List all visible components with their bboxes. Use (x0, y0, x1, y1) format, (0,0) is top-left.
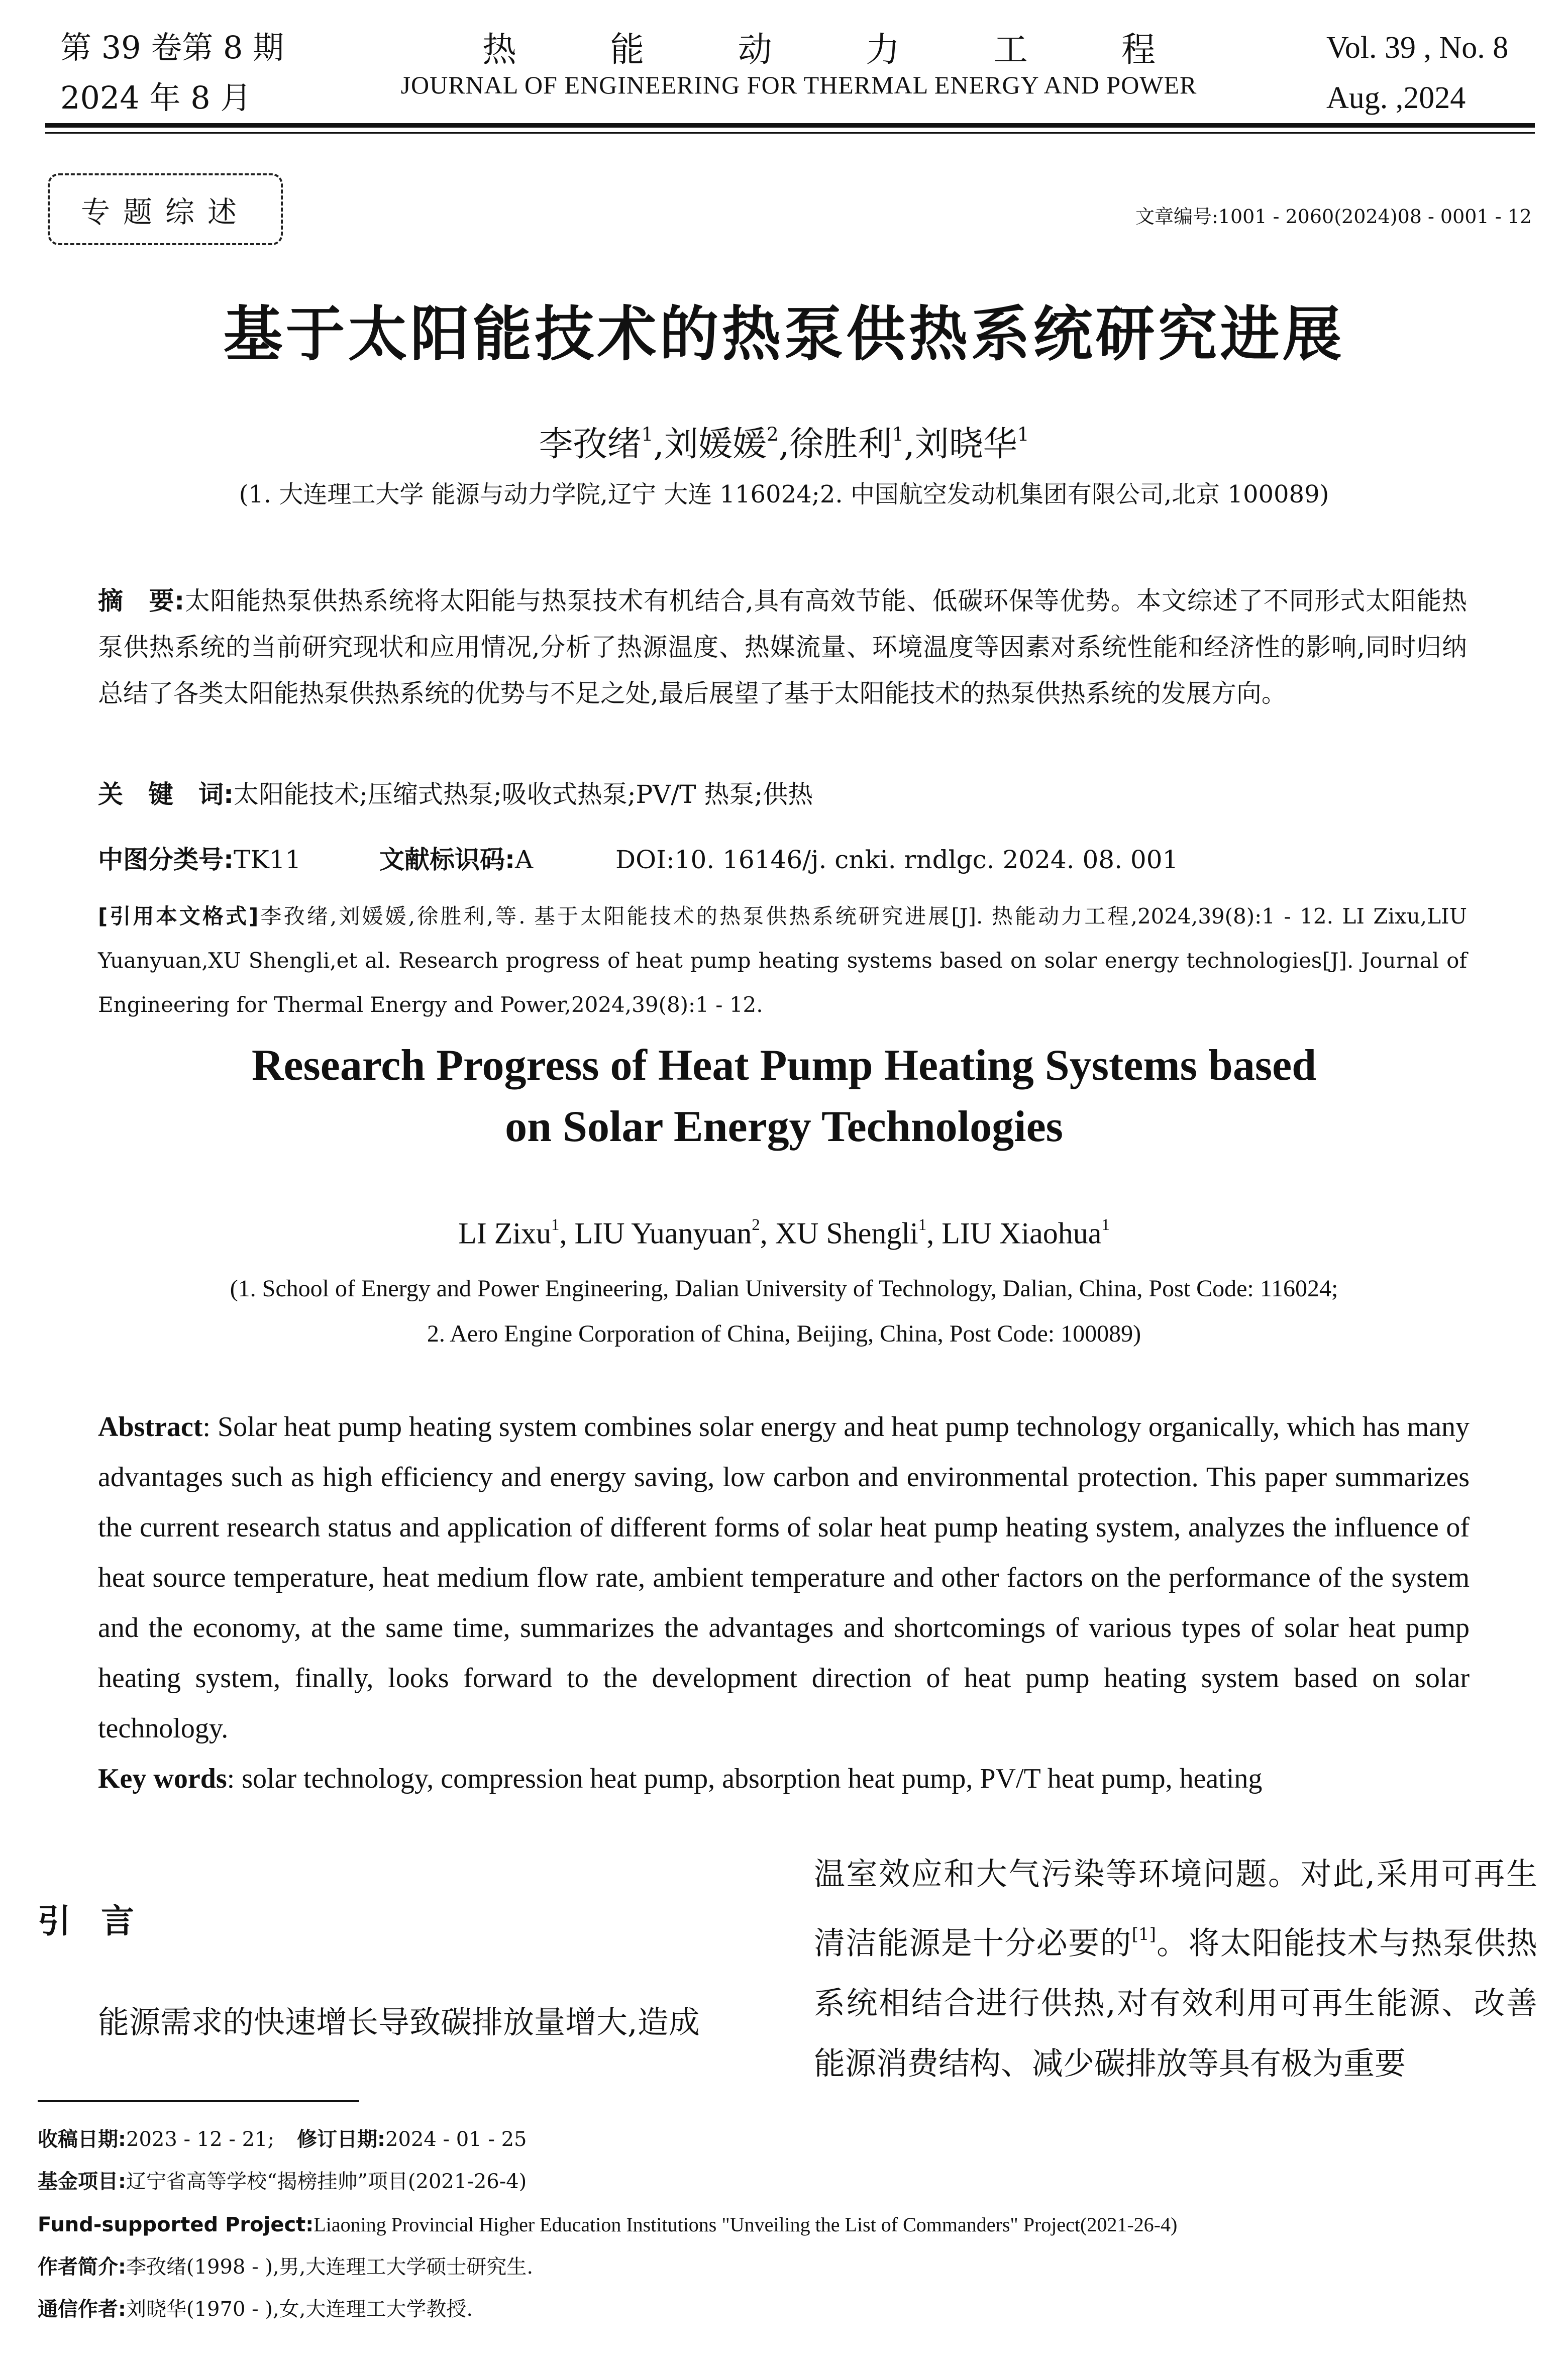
column-label: 专题综述 (48, 173, 283, 245)
article-number: 文章编号:1001 - 2060(2024)08 - 0001 - 12 (1135, 206, 1532, 228)
abstract-cn-label: 摘 要: (98, 586, 185, 615)
author-name: ,刘媛媛 (653, 425, 767, 464)
citation-format (98, 894, 1467, 1027)
doi: DOI:10. 16146/j. cnki. rndlgc. 2024. 08. 001 (615, 845, 1179, 874)
author-name: , LIU Yuanyuan (559, 1216, 752, 1250)
author-name: , XU Shengli (760, 1216, 918, 1250)
abstract-en-label: Abstract (98, 1411, 203, 1443)
received-label: 收稿日期: (38, 2128, 126, 2151)
author-affil-mark: 2 (766, 423, 779, 446)
volume-issue-cn: 第 39 卷第 8 期 (60, 29, 284, 66)
footnote-fund-en (38, 2210, 1535, 2240)
journal-char: 工 (993, 30, 1028, 70)
author-affil-mark: 1 (918, 1216, 927, 1234)
fund-en-text: Liaoning Provincial Higher Education Institutions "Unveiling the List of Commanders" Project(2021-26-4) (313, 2213, 1178, 2236)
journal-char: 能 (610, 30, 645, 70)
footnote-dates (38, 2124, 1535, 2154)
journal-char: 力 (866, 30, 900, 70)
body-text: 温室效应和大气污染等环境问题。对此,采用可再生清洁能源是十分必要的 (814, 1856, 1537, 1962)
paper-title-en (0, 1035, 1568, 1158)
author-name: , LIU Xiaohua (926, 1216, 1102, 1250)
authors-cn (0, 417, 1568, 466)
journal-title-en: JOURNAL OF ENGINEERING FOR THERMAL ENERGY AND POWER (400, 71, 1197, 99)
classification-line (98, 837, 1467, 883)
footnote-author (38, 2252, 1535, 2282)
fund-cn-text: 辽宁省高等学校“揭榜挂帅”项目(2021-26-4) (126, 2170, 527, 2193)
author-affil-mark: 2 (752, 1216, 760, 1234)
received-date: 2023 - 12 - 21; (126, 2128, 274, 2151)
author-name: ,徐胜利 (778, 425, 892, 464)
footnote-rule (38, 2100, 359, 2102)
body-text: 。将太阳能技术与热泵供热系统相结合进行供热,对有效利用可再生能源、改善能源消费结构、减少碳排放等具有极为重要 (814, 1924, 1537, 2082)
journal-title-cn (482, 23, 1156, 71)
affiliation-en-line: 2. Aero Engine Corporation of China, Beijing, China, Post Code: 100089) (427, 1320, 1141, 1347)
footnote-corresponding (38, 2294, 1535, 2324)
abstract-en-text: Solar heat pump heating system combines solar energy and heat pump technology organically, which has many advantages such as high efficiency and energy saving, low carbon and environmental protection. This paper summarizes the current research status and application of different forms of solar heat pump heating system, analyzes the influence of heat source temperature, heat medium flow rate, ambient temperature and other factors on the performance of the system and the economy, at the same time, summarizes the advantages and shortcomings of various types of solar heat pump heating system, finally, looks forward to the development direction of heat pump heating system based on solar technology. (98, 1411, 1470, 1744)
author-affil-mark: 1 (1101, 1216, 1110, 1234)
keywords-cn-text: 太阳能技术;压缩式热泵;吸收式热泵;PV/T 热泵;供热 (234, 780, 813, 809)
section-heading-intro: 引言 (38, 1902, 164, 1940)
keywords-en-label: Key words (98, 1763, 227, 1794)
body-text-left-column: 能源需求的快速增长导致碳排放量增大,造成 (98, 2004, 700, 2040)
author-name: 李孜绪 (539, 425, 642, 464)
title-en-line: on Solar Energy Technologies (505, 1102, 1063, 1151)
header-rule-thin (45, 132, 1535, 134)
abstract-en-paragraph (98, 1402, 1470, 1754)
abstract-cn-text: 太阳能热泵供热系统将太阳能与热泵技术有机结合,具有高效节能、低碳环保等优势。本文综述了不同形式太阳能热泵供热系统的当前研究现状和应用情况,分析了热源温度、热媒流量、环境温度等因素对系统性能和经济性的影响,同时归纳总结了各类太阳能热泵供热系统的优势与不足之处,最后展望了基于太阳能技术的热泵供热系统的发展方向。 (98, 586, 1467, 708)
revised-label: 修订日期: (297, 2128, 385, 2151)
author-bio-label: 作者简介: (38, 2255, 126, 2279)
clc-value: TK11 (234, 845, 301, 874)
affiliation-en-line: (1. School of Energy and Power Engineering, Dalian University of Technology, Dalian, China, Post Code: 116024; (230, 1275, 1338, 1302)
affiliation-cn: (1. 大连理工大学 能源与动力学院,辽宁 大连 116024;2. 中国航空发动机集团有限公司,北京 100089) (239, 480, 1329, 508)
date-en: Aug. ,2024 (1326, 81, 1466, 115)
keywords-en-text: solar technology, compression heat pump, absorption heat pump, PV/T heat pump, heating (242, 1763, 1263, 1794)
author-bio-text: 李孜绪(1998 - ),男,大连理工大学硕士研究生. (126, 2255, 534, 2279)
journal-char: 热 (482, 30, 517, 70)
abstract-en-sep: : (202, 1411, 218, 1443)
paper-title-cn: 基于太阳能技术的热泵供热系统研究进展 (223, 299, 1345, 369)
keywords-en-sep: : (227, 1763, 242, 1794)
header-rule-thick (45, 123, 1535, 128)
abstract-cn (98, 578, 1467, 716)
abstract-en (98, 1402, 1470, 1804)
body-text-right-column (814, 1844, 1537, 2094)
citation-text: 李孜绪,刘媛媛,徐胜利,等. 基于太阳能技术的热泵供热系统研究进展[J]. 热能动力工程,2024,39(8):1 - 12. LI Zixu,LIU Yuanyuan,XU Shengli,et al. Research progress of heat pump heating systems based on solar energy technologies[J]. Journal of Engineering for Thermal Energy and Power,2024,39(8):1 - 12. (98, 904, 1467, 1017)
reference-mark: [1] (1131, 1924, 1156, 1944)
revised-date: 2024 - 01 - 25 (385, 2128, 527, 2151)
date-cn: 2024 年 8 月 (60, 79, 252, 116)
author-affil-mark: 1 (551, 1216, 560, 1234)
author-affil-mark: 1 (892, 423, 904, 446)
author-name: ,刘晓华 (904, 425, 1017, 464)
author-affil-mark: 1 (641, 423, 654, 446)
header-volume-en (1326, 23, 1508, 123)
journal-char: 程 (1121, 30, 1156, 70)
header-volume-cn (60, 23, 284, 123)
clc-label: 中图分类号: (98, 845, 234, 874)
fund-en-label: Fund-supported Project: (38, 2213, 314, 2236)
keywords-cn (98, 771, 1467, 817)
author-name: LI Zixu (458, 1216, 552, 1250)
doc-code-label: 文献标识码: (379, 845, 515, 874)
authors-en (0, 1216, 1568, 1251)
keywords-cn-label: 关 键 词: (98, 780, 234, 809)
keywords-en (98, 1754, 1470, 1804)
corresponding-label: 通信作者: (38, 2298, 126, 2321)
doc-code-value: A (515, 845, 534, 874)
author-affil-mark: 1 (1017, 423, 1029, 446)
footnote-fund-cn (38, 2167, 1535, 2197)
fund-cn-label: 基金项目: (38, 2170, 126, 2193)
journal-char: 动 (738, 30, 772, 70)
title-en-line: Research Progress of Heat Pump Heating Systems based (251, 1041, 1317, 1090)
citation-label: [引用本文格式] (98, 904, 259, 929)
corresponding-text: 刘晓华(1970 - ),女,大连理工大学教授. (126, 2298, 473, 2321)
affiliation-en (0, 1266, 1568, 1357)
volume-issue-en: Vol. 39 , No. 8 (1326, 31, 1509, 65)
